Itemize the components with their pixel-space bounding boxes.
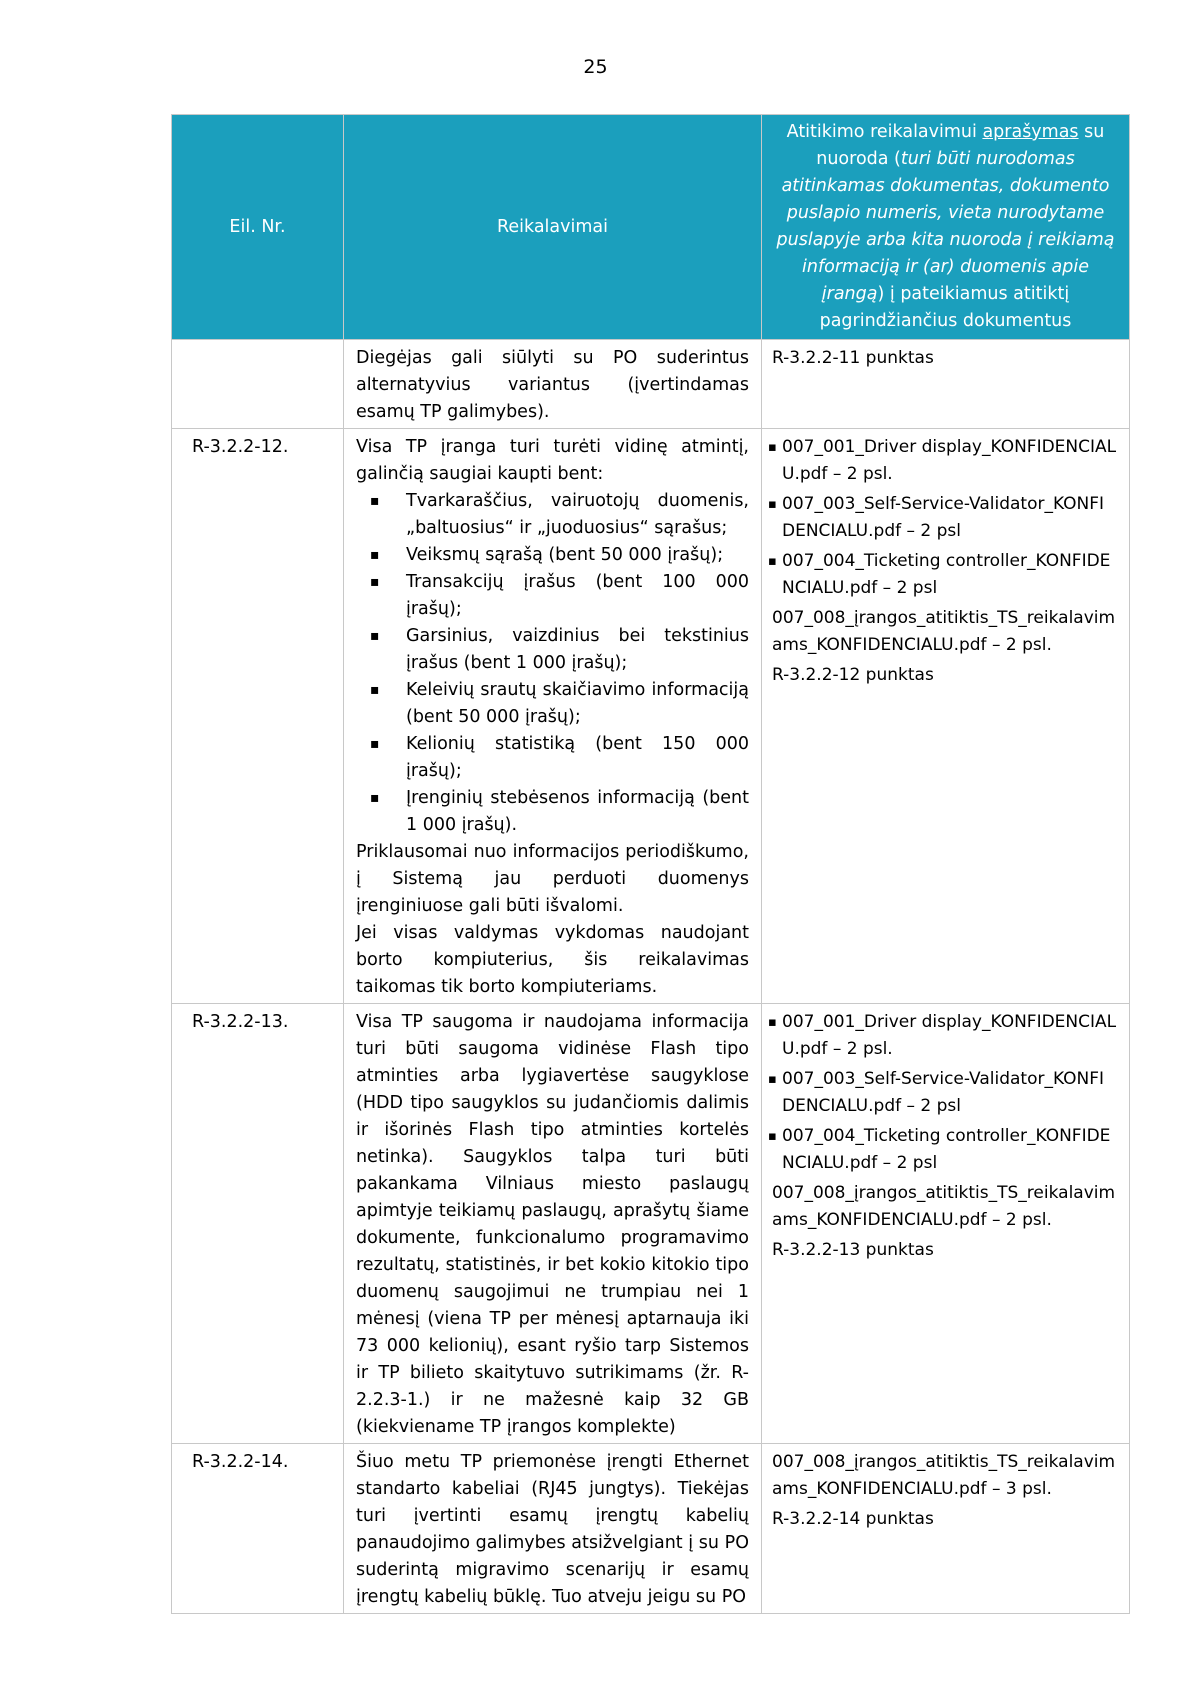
list-item: ▪ Keleivių srautų skaičiavimo informaciją (bent 50 000 įrašų); — [406, 677, 749, 731]
header-compliance-italic: turi būti nurodomas atitinkamas dokumentas, dokumento puslapio numeris, vieta nurodytame puslapyje arba kita nuoroda į reikiamą informaciją ir (ar) duomenis apie įrangą — [776, 149, 1115, 304]
compliance-document: 007_008_įrangos_atitiktis_TS_reikalavimams_KONFIDENCIALU.pdf – 2 psl. — [772, 1183, 1116, 1230]
header-compliance-text-1: Atitikimo reikalavimui — [786, 122, 983, 142]
requirement-note: Priklausomai nuo informacijos periodiškumo, į Sistemą jau perduoti duomenys įrenginiuose gali būti išvalomi. — [356, 842, 749, 916]
header-compliance-text-2: su nuoroda ( — [816, 122, 1105, 169]
compliance-description — [762, 1004, 1130, 1444]
requirement-paragraph: Šiuo metu TP priemonėse įrengti Ethernet standarto kabeliai (RJ45 jungtys). Tiekėjas turi įvertinti esamų įrengtų kabelių panaudojimo galimybes atsižvelgiant į su PO suderintą migravimo scenarijų ir esamų įrengtų kabelių būklę. Tuo atveju jeigu su PO — [356, 1452, 749, 1607]
page-number: 25 — [583, 56, 608, 78]
requirement-note: Jei visas valdymas vykdomas naudojant borto kompiuterius, šis reikalavimas taikomas tik borto kompiuteriams. — [356, 923, 749, 997]
compliance-document: 007_008_įrangos_atitiktis_TS_reikalavimams_KONFIDENCIALU.pdf – 3 psl. — [772, 1452, 1116, 1499]
table-row — [172, 429, 1130, 1004]
requirement-text — [344, 1444, 762, 1614]
compliance-document-bullet: ▪ 007_004_Ticketing controller_KONFIDENCIALU.pdf – 2 psl — [772, 548, 1117, 602]
row-number — [172, 340, 344, 429]
compliance-document-bullet: ▪ 007_001_Driver display_KONFIDENCIALU.pdf – 2 psl. — [772, 1009, 1117, 1063]
table-row — [172, 1444, 1130, 1614]
requirement-list — [356, 488, 749, 839]
row-number: R-3.2.2-13. — [172, 1004, 344, 1444]
requirement-intro: Visa TP įranga turi turėti vidinę atmintį, galinčią saugiai kaupti bent: — [356, 437, 749, 484]
compliance-reference: R-3.2.2-13 punktas — [772, 1240, 934, 1260]
row-number: R-3.2.2-14. — [172, 1444, 344, 1614]
list-item: ▪ Garsinius, vaizdinius bei tekstinius įrašus (bent 1 000 įrašų); — [406, 623, 749, 677]
list-item: ▪ Įrenginių stebėsenos informaciją (bent 1 000 įrašų). — [406, 785, 749, 839]
requirement-paragraph: Visa TP saugoma ir naudojama informacija turi būti saugoma vidinėse Flash tipo atminties arba lygiavertėse saugyklose (HDD tipo saugyklos su judančiomis dalimis ir išorinės Flash tipo atminties kortelės netinka). Saugyklos talpa turi būti pakankama Vilniaus miesto paslaugų apimtyje teikiamų paslaugų, aprašytų šiame dokumente, funkcionalumo programavimo rezultatų, statistinės, ir bet kokio kitokio tipo duomenų saugojimui ne trumpiau nei 1 mėnesį (viena TP per mėnesį aptarnauja iki 73 000 kelionių), esant ryšio tarp Sistemos ir TP bilieto skaitytuvo sutrikimams (žr. R-2.2.3-1.) ir ne mažesnė kaip 32 GB (kiekviename TP įrangos komplekte) — [356, 1012, 749, 1437]
requirement-text — [344, 429, 762, 1004]
list-item: ▪ Transakcijų įrašus (bent 100 000 įrašų); — [406, 569, 749, 623]
compliance-description — [762, 1444, 1130, 1614]
compliance-description — [762, 429, 1130, 1004]
compliance-reference: R-3.2.2-11 punktas — [772, 348, 934, 368]
list-item: ▪ Veiksmų sąrašą (bent 50 000 įrašų); — [406, 542, 749, 569]
compliance-document-bullet: ▪ 007_001_Driver display_KONFIDENCIALU.pdf – 2 psl. — [772, 434, 1117, 488]
header-row-number: Eil. Nr. — [172, 115, 344, 340]
list-item: ▪ Tvarkaraščius, vairuotojų duomenis, „baltuosius“ ir „juoduosius“ sąrašus; — [406, 488, 749, 542]
row-number: R-3.2.2-12. — [172, 429, 344, 1004]
header-compliance-description — [762, 115, 1130, 340]
compliance-reference: R-3.2.2-12 punktas — [772, 665, 934, 685]
compliance-reference: R-3.2.2-14 punktas — [772, 1509, 934, 1529]
table-row — [172, 1004, 1130, 1444]
table-header-row — [172, 115, 1130, 340]
list-item: ▪ Kelionių statistiką (bent 150 000 įrašų); — [406, 731, 749, 785]
header-compliance-text-3: ) į pateikiamus atitiktį pagrindžiančius dokumentus — [819, 284, 1072, 331]
header-compliance-underlined: aprašymas — [982, 122, 1079, 142]
compliance-document: 007_008_įrangos_atitiktis_TS_reikalavimams_KONFIDENCIALU.pdf – 2 psl. — [772, 608, 1116, 655]
compliance-document-bullet: ▪ 007_004_Ticketing controller_KONFIDENCIALU.pdf – 2 psl — [772, 1123, 1117, 1177]
table-row — [172, 340, 1130, 429]
compliance-document-bullet: ▪ 007_003_Self-Service-Validator_KONFIDENCIALU.pdf – 2 psl — [772, 1066, 1117, 1120]
compliance-description — [762, 340, 1130, 429]
header-requirements: Reikalavimai — [344, 115, 762, 340]
requirement-text — [344, 1004, 762, 1444]
compliance-document-bullet: ▪ 007_003_Self-Service-Validator_KONFIDENCIALU.pdf – 2 psl — [772, 491, 1117, 545]
requirements-table — [171, 114, 1130, 1614]
requirement-paragraph: Diegėjas gali siūlyti su PO suderintus alternatyvius variantus (įvertindamas esamų TP galimybes). — [356, 348, 749, 422]
requirement-text — [344, 340, 762, 429]
